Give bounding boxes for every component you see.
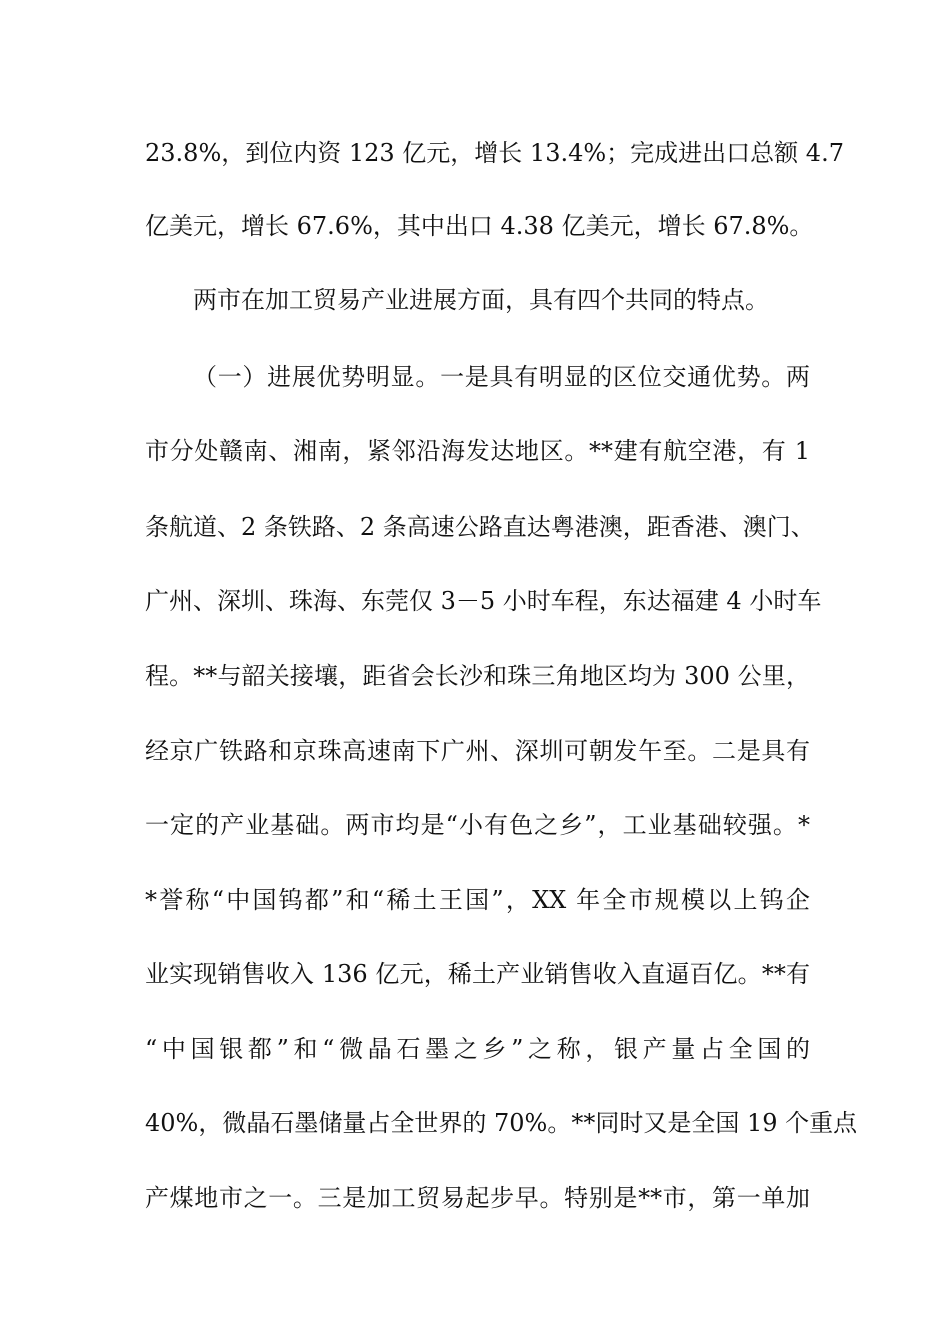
- text-line-7: 广州、深圳、珠海、东莞仅 3－5 小时车程，东达福建 4 小时车: [145, 587, 822, 615]
- text-line-12: 业实现销售收入 136 亿元，稀土产业销售收入直逼百亿。**有: [145, 960, 810, 988]
- text-line-8: 程。**与韶关接壤，距省会长沙和珠三角地区均为 300 公里，: [145, 662, 810, 690]
- text-line-10: 一定的产业基础。两市均是“小有色之乡”，工业基础较强。*: [145, 811, 810, 839]
- text-line-11: *誉称“中国钨都”和“稀土王国”，XX 年全市规模以上钨企: [145, 886, 810, 914]
- text-line-15: 产煤地市之一。三是加工贸易起步早。特别是**市，第一单加: [145, 1184, 810, 1212]
- text-line-3: 两市在加工贸易产业进展方面，具有四个共同的特点。: [193, 286, 769, 314]
- text-line-14: 40%，微晶石墨储量占全世界的 70%。**同时又是全国 19 个重点: [145, 1109, 858, 1137]
- text-line-2: 亿美元，增长 67.6%，其中出口 4.38 亿美元，增长 67.8%。: [145, 212, 814, 240]
- text-line-5: 市分处赣南、湘南，紧邻沿海发达地区。**建有航空港，有 1: [145, 437, 810, 465]
- text-line-9: 经京广铁路和京珠高速南下广州、深圳可朝发午至。二是具有: [145, 737, 810, 765]
- text-line-1: 23.8%，到位内资 123 亿元，增长 13.4%；完成进出口总额 4.7: [145, 139, 844, 167]
- text-line-6: 条航道、2 条铁路、2 条高速公路直达粤港澳，距香港、澳门、: [145, 513, 815, 541]
- text-line-4: （一）进展优势明显。一是具有明显的区位交通优势。两: [193, 363, 810, 391]
- text-line-13: “中国银都”和“微晶石墨之乡”之称，银产量占全国的: [145, 1035, 810, 1063]
